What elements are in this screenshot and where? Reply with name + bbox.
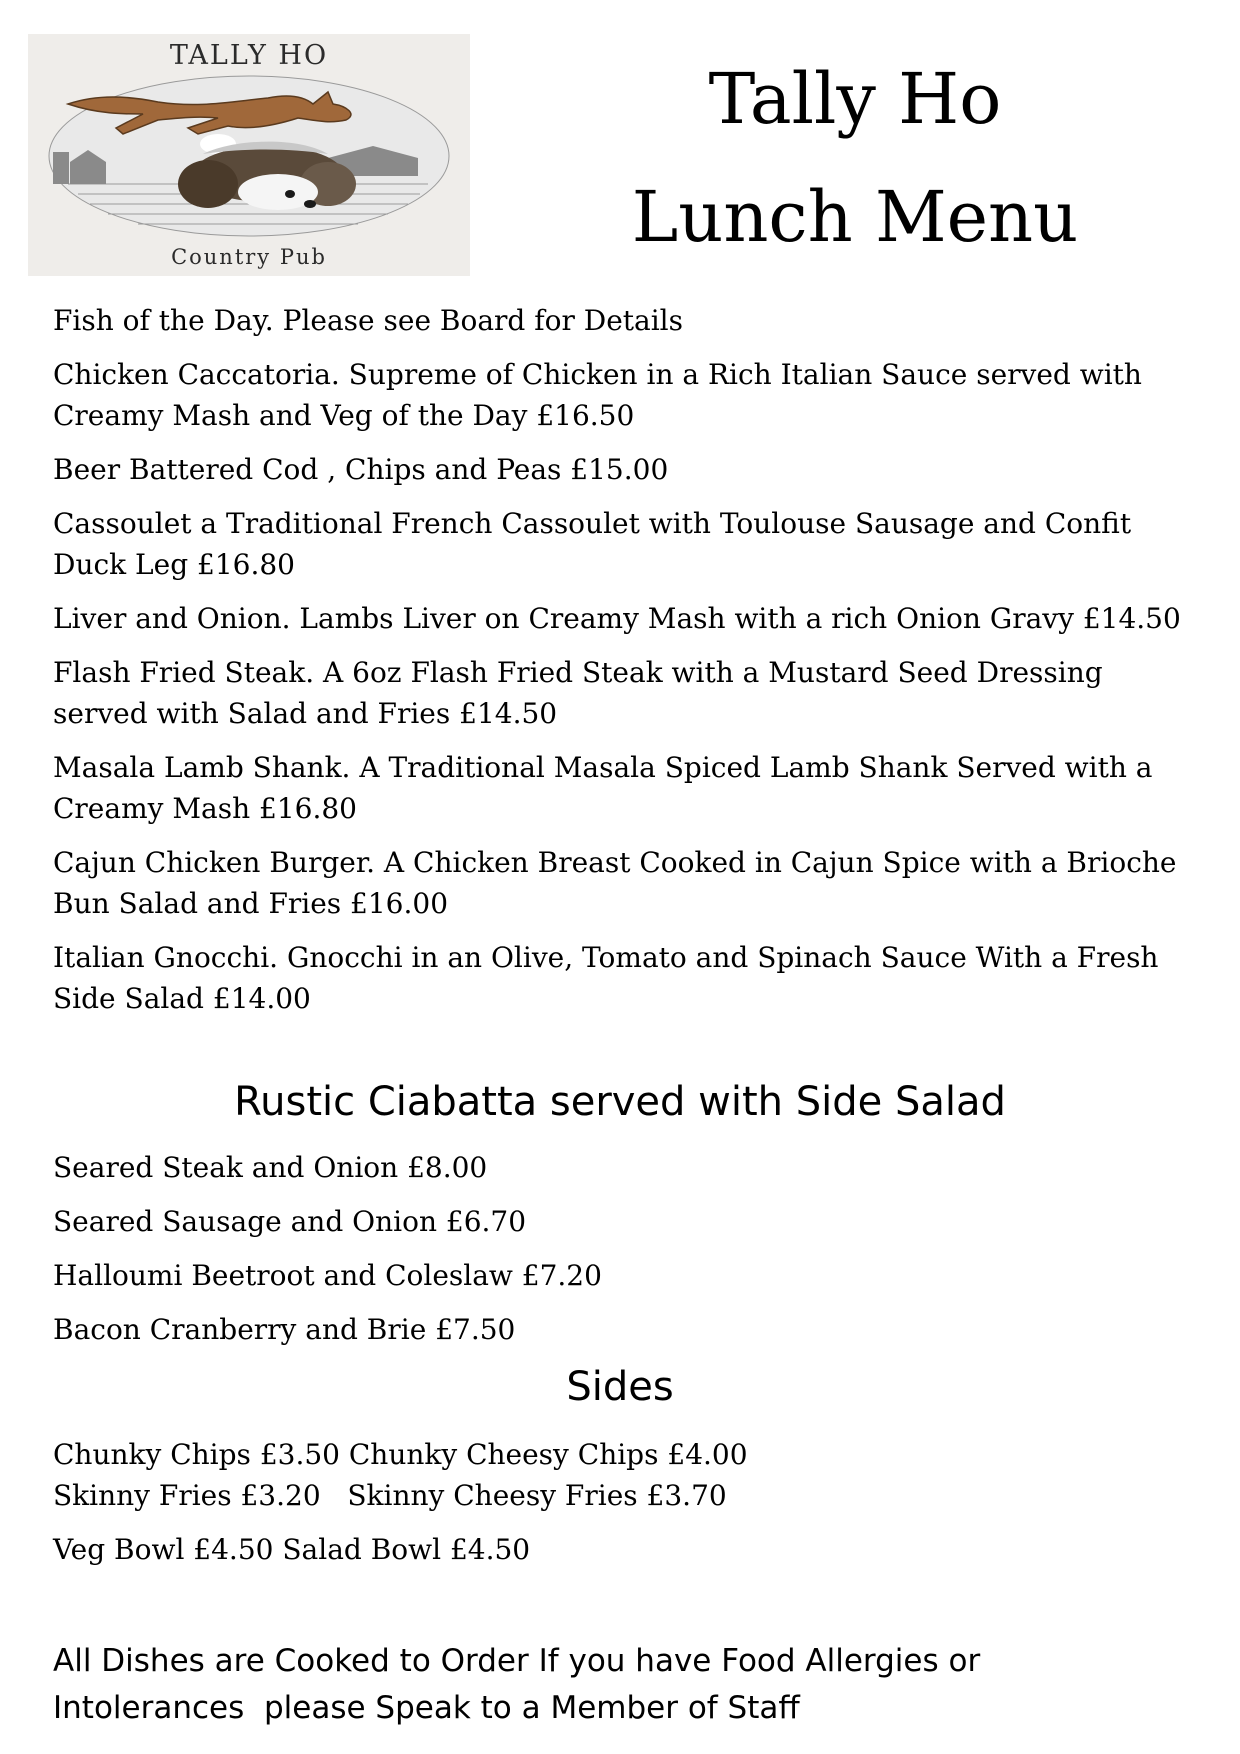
main-menu-list	[53, 300, 1203, 1032]
logo-bottom-text: Country Pub	[171, 245, 327, 269]
menu-item-chicken-caccatoria: Chicken Caccatoria. Supreme of Chicken in a Rich Italian Sauce served with Creamy Mash and Veg of the Day £16.50	[53, 358, 1142, 432]
title-line-2: Lunch Menu	[631, 176, 1079, 258]
ciabatta-item-bacon-brie: Bacon Cranberry and Brie £7.50	[53, 1313, 516, 1346]
sides-line-chips: Chunky Chips £3.50 Chunky Cheesy Chips £4.00	[53, 1438, 748, 1471]
title-line-1: Tally Ho	[708, 58, 1002, 140]
menu-item-cassoulet: Cassoulet a Traditional French Cassoulet with Toulouse Sausage and Confit Duck Leg £16.80	[53, 507, 1132, 581]
logo-top-text: TALLY HO	[169, 40, 329, 71]
menu-item-cajun-chicken-burger: Cajun Chicken Burger. A Chicken Breast Cooked in Cajun Spice with a Brioche Bun Salad and Fries £16.00	[53, 846, 1177, 920]
allergy-notice-line-1: All Dishes are Cooked to Order If you have Food Allergies or	[53, 1643, 981, 1679]
ciabatta-item-steak-onion: Seared Steak and Onion £8.00	[53, 1151, 488, 1184]
menu-item-masala-lamb-shank: Masala Lamb Shank. A Traditional Masala Spiced Lamb Shank Served with a Creamy Mash £16.80	[53, 751, 1153, 825]
menu-item-fish-of-the-day: Fish of the Day. Please see Board for Details	[53, 304, 683, 337]
sides-line-fries: Skinny Fries £3.20 Skinny Cheesy Fries £3.70	[53, 1479, 727, 1512]
sides-line-bowls: Veg Bowl £4.50 Salad Bowl £4.50	[53, 1533, 531, 1566]
allergy-notice	[53, 1638, 1203, 1732]
menu-item-italian-gnocchi: Italian Gnocchi. Gnocchi in an Olive, Tomato and Spinach Sauce With a Fresh Side Salad £14.00	[53, 941, 1159, 1015]
sides-heading: Sides	[566, 1364, 674, 1410]
menu-item-liver-and-onion: Liver and Onion. Lambs Liver on Creamy Mash with a rich Onion Gravy £14.50	[53, 602, 1181, 635]
ciabatta-item-sausage-onion: Seared Sausage and Onion £6.70	[53, 1205, 527, 1238]
menu-item-flash-fried-steak: Flash Fried Steak. A 6oz Flash Fried Steak with a Mustard Seed Dressing served with Salad and Fries £14.50	[53, 656, 1103, 730]
ciabatta-list	[53, 1147, 1203, 1363]
ciabatta-heading: Rustic Ciabatta served with Side Salad	[234, 1079, 1006, 1125]
allergy-notice-line-2: Intolerances please Speak to a Member of Staff	[53, 1690, 800, 1726]
menu-item-beer-battered-cod: Beer Battered Cod , Chips and Peas £15.00	[53, 453, 669, 486]
sides-list	[53, 1434, 1203, 1570]
page-title	[540, 40, 1170, 276]
ciabatta-item-halloumi: Halloumi Beetroot and Coleslaw £7.20	[53, 1259, 602, 1292]
pub-logo	[28, 34, 470, 276]
